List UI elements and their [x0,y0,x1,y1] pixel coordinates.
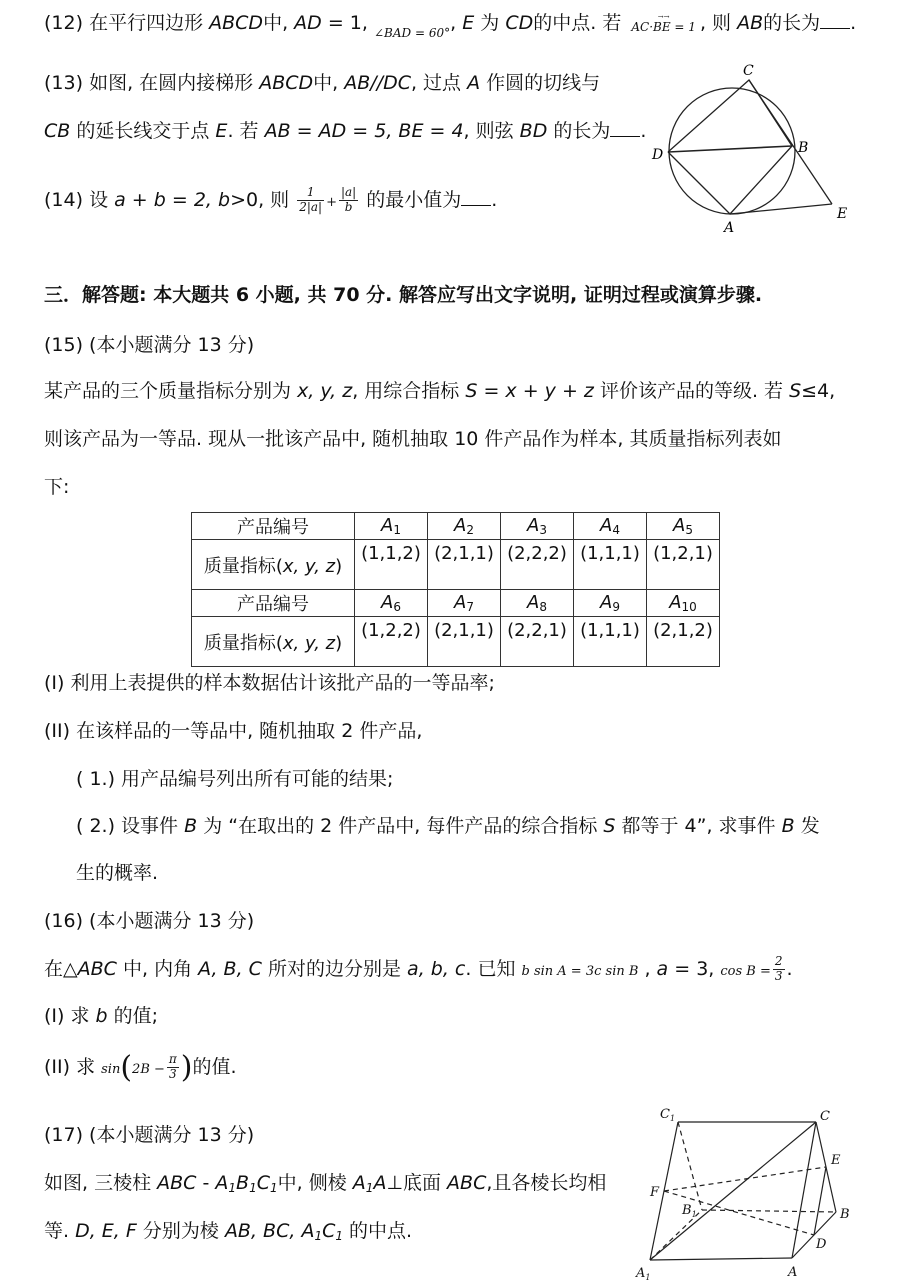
prism-figure [630,1100,860,1286]
q17-para-line2: 等. D, E, F 分别为棱 AB, BC, $A_1C_1$ 的中点. [44,1220,413,1243]
line-ce [749,80,832,204]
pi-fraction: $\frac{\pi}{3}$ [168,1052,177,1081]
q15-part-i: (I) 利用上表提供的样本数据估计该批产品的一等品率; [44,672,495,694]
label-c: C [743,63,754,79]
q16-part-ii: (II) 求 sin(2B − $\frac{\pi}{3}$ )的值. [44,1050,237,1085]
table-row: 产品编号 $A_6$ $A_7$ $A_8$ $A_9$ $A_{10}$ [192,590,720,617]
q17-para-line1: 如图, 三棱柱 ABC - $A_1B_1C_1$中, 侧棱 $A_1A\perp$底面 ABC,且各棱长均相 [44,1172,607,1195]
edge-b1b [702,1210,836,1212]
section-heading: 三．解答题: 本大题共 6 小题, 共 70 分. 解答应写出文字说明, 证明过程或演算步骤. [44,284,763,306]
q15-part-ii-1: ( 1.) 用产品编号列出所有可能的结果; [76,768,394,790]
dot-product-expression: →→ AC·BE = 1 [631,12,696,34]
diag-a1c [650,1122,816,1260]
table-row: 质量指标(x, y, z) (1,2,2) (2,1,1) (2,2,1) (1,1,1) (2,1,2) [192,617,720,667]
quality-index-table [191,512,720,667]
answer-blank [820,12,850,29]
q12-number: (12) [44,12,84,34]
segment-fe [664,1167,826,1191]
label-c1: $C_1$ [660,1107,676,1123]
q13-line2: CB 的延长线交于点 E. 若 AB = AD = 5, BE = 4, 则弦 BD 的长为 . [44,120,647,142]
q15-part-ii-2-cont: 生的概率. [76,862,159,884]
q15-part-ii: (II) 在该样品的一等品中, 随机抽取 2 件产品, [44,720,423,742]
label-b1: $B_1$ [682,1203,697,1219]
q16-para: 在△ABC 中, 内角 A, B, C 所对的边分别是 a, b, c. 已知 b sin A = 3c sin B , a = 3, cos B = $\frac{2}{3}$ . [44,954,793,983]
circle-trapezoid-figure [640,60,870,235]
edge-c1b1 [678,1122,702,1210]
angle-expression: ∠BAD = 60° [373,26,451,40]
edge-a1a [650,1258,792,1260]
label-e: E [837,206,848,222]
q16-part-i: (I) 求 b 的值; [44,1005,159,1027]
q15-heading: (15) (本小题满分 13 分) [44,334,255,356]
q16-heading: (16) (本小题满分 13 分) [44,910,255,932]
q13-line1: (13) 如图, 在圆内接梯形 ABCD中, AB//DC, 过点 A 作圆的切线与 [44,72,601,94]
q12-line: (12) 在平行四边形 ABCD中, AD = 1, $_{\angle BAD = 60^\circ}$, E 为 CD的中点. 若 →→ AC·BE = 1 , 则 AB的长为 . [44,12,857,40]
table-row: 产品编号 $A_1$ $A_2$ $A_3$ $A_4$ $A_5$ [192,513,720,540]
label-f: F [650,1185,660,1200]
q14-line: (14) 设 a + b = 2, b>0, 则 $\frac{1}{2|a|}$ + $\frac{|a|}{b}$ 的最小值为 . [44,185,498,214]
table-row: 质量指标(x, y, z) (1,1,2) (2,1,1) (2,2,2) (1,1,1) (1,2,1) [192,540,720,590]
label-a1: $A_1$ [636,1266,651,1282]
q15-para-line3: 下: [44,476,70,498]
fraction-1: $\frac{1}{2|a|}$ [299,185,323,214]
label-e: E [831,1153,841,1168]
q15-part-ii-2: ( 2.) 设事件 B 为 “在取出的 2 件产品中, 每件产品的综合指标 S 都等于 4”, 求事件 B 发 [76,815,820,837]
label-c: C [820,1109,830,1124]
label-b: B [840,1207,850,1222]
label-b: B [798,140,809,156]
label-d: D [816,1237,827,1252]
cos-fraction: $\frac{2}{3}$ [774,954,783,983]
label-a: A [788,1265,798,1280]
q15-para-line1: 某产品的三个质量指标分别为 x, y, z, 用综合指标 S = x + y + z 评价该产品的等级. 若 S≤4, [44,380,836,402]
q15-para-line2: 则该产品为一等品. 现从一批该产品中, 随机抽取 10 件产品作为样本, 其质量指标列表如 [44,428,782,450]
label-d: D [652,147,664,163]
tangent-ae [730,204,832,214]
label-a: A [724,220,735,235]
fraction-2: $\frac{|a|}{b}$ [340,185,357,214]
edge-ca [792,1122,816,1258]
chord-bd [668,146,792,152]
q17-heading: (17) (本小题满分 13 分) [44,1124,255,1146]
